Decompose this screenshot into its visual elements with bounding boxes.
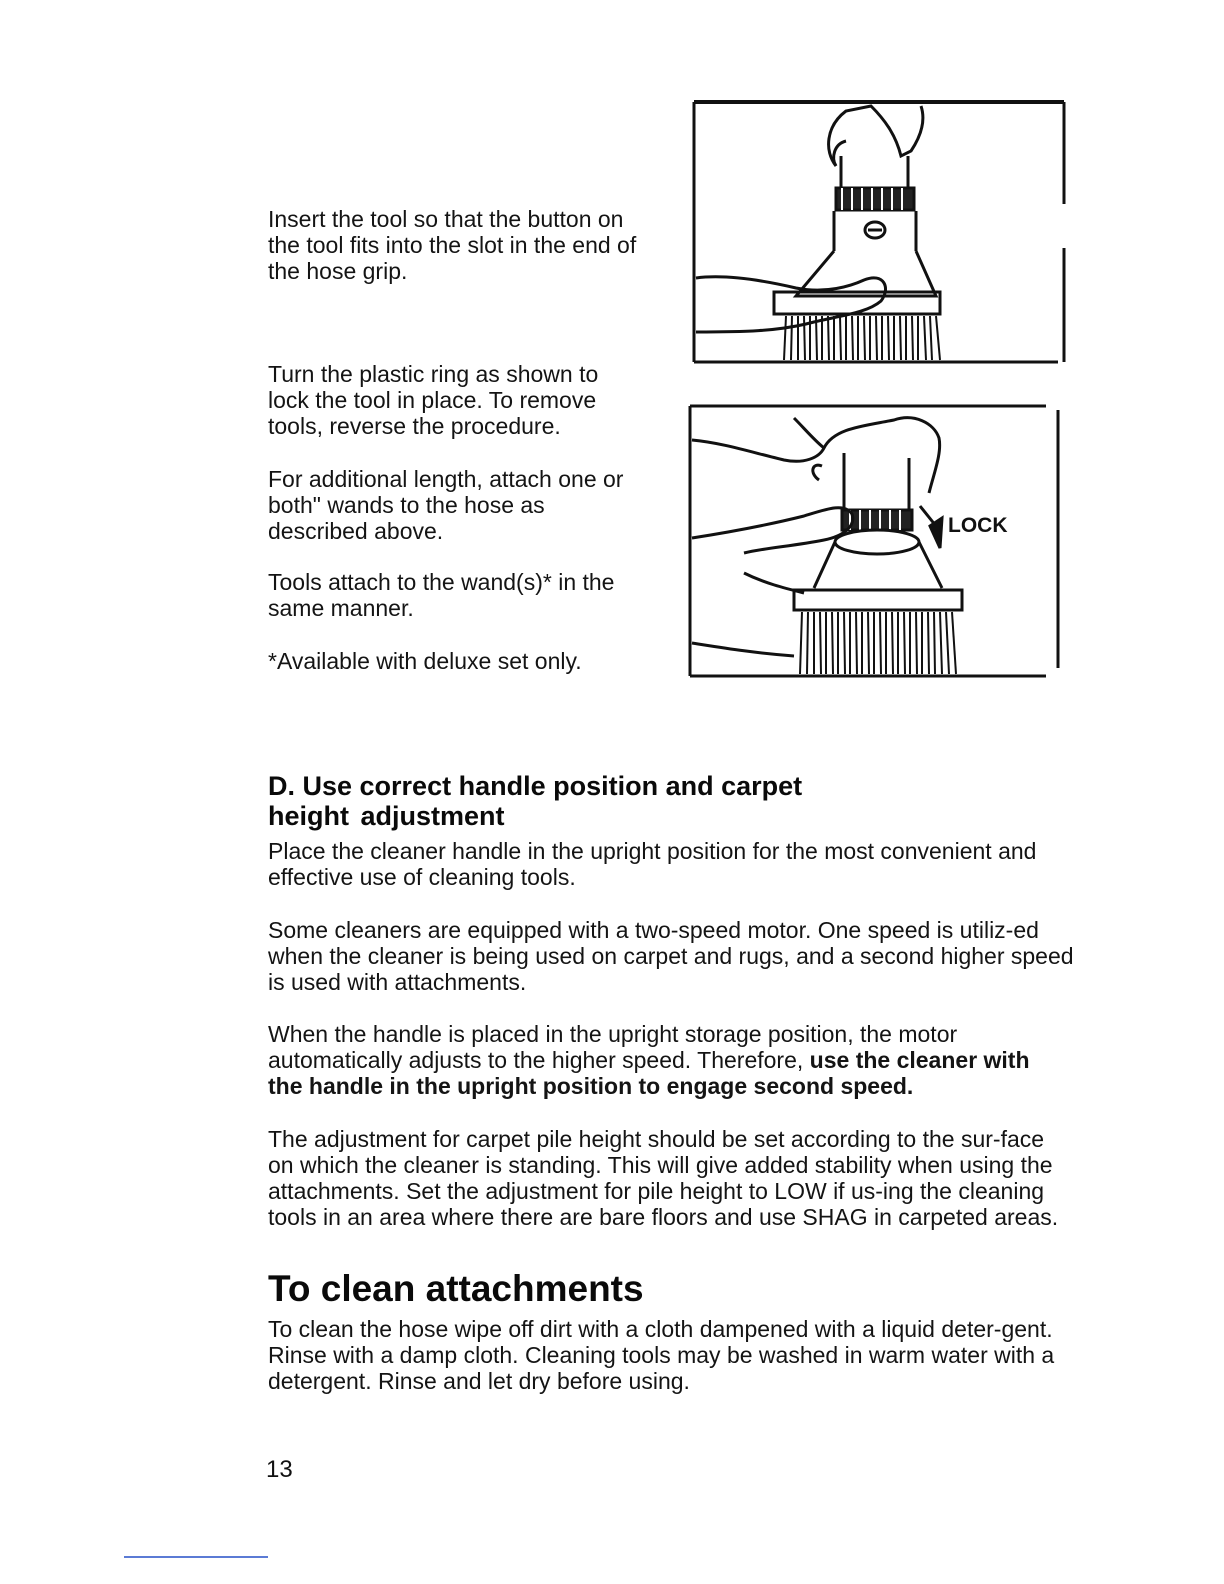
lock-ring-illustration: [684, 398, 1076, 684]
turn-ring-instruction: Turn the plastic ring as shown to lock the tool in place. To remove tools, reverse the procedure.: [268, 361, 599, 439]
deluxe-footnote: *Available with deluxe set only.: [268, 648, 582, 674]
section-d-heading-line1: D. Use correct handle position and carpet: [268, 771, 803, 801]
page-number: 13: [266, 1456, 293, 1483]
upright-speed-paragraph: [268, 1021, 1068, 1099]
bottom-rule: [124, 1556, 268, 1558]
upright-speed-text: When the handle is placed in the upright storage position, the motor automatically adjusts to the higher speed. Therefore,: [268, 1021, 958, 1073]
two-speed-motor-paragraph: Some cleaners are equipped with a two-speed motor. One speed is utiliz-ed when the cleaner is being used on carpet and rugs, and a second higher speed is used with attachments.: [268, 917, 1074, 995]
section-d-heading-line2: height adjustment: [268, 801, 505, 831]
clean-attachments-paragraph: To clean the hose wipe off dirt with a cloth dampened with a liquid deter-gent. Rinse with a damp cloth. Cleaning tools may be washed in warm water with a detergent. Rinse and let dry before using.: [268, 1316, 1055, 1394]
lock-label: LOCK: [948, 514, 1008, 537]
insert-tool-illustration: [686, 96, 1076, 372]
insert-tool-instruction: Insert the tool so that the button on the tool fits into the slot in the end of the hose grip.: [268, 206, 637, 284]
tools-attach-instruction: Tools attach to the wand(s)* in the same manner.: [268, 569, 615, 621]
carpet-pile-paragraph: The adjustment for carpet pile height should be set according to the sur-face on which the cleaner is standing. This will give added stability when using the attachments. Set the adjustment for pile height to LOW if us-ing the cleaning tools in an area where there are bare floors and use SHAG in carpeted areas.: [268, 1126, 1059, 1230]
upright-speed-bold-text: use the cleaner with the handle in the upright position to engage second speed.: [268, 1047, 1030, 1099]
clean-attachments-title: To clean attachments: [268, 1268, 644, 1309]
handle-position-paragraph: Place the cleaner handle in the upright position for the most convenient and effective use of cleaning tools.: [268, 838, 1037, 890]
additional-length-instruction: For additional length, attach one or both" wands to the hose as described above.: [268, 466, 624, 544]
section-d-heading: [268, 771, 988, 831]
